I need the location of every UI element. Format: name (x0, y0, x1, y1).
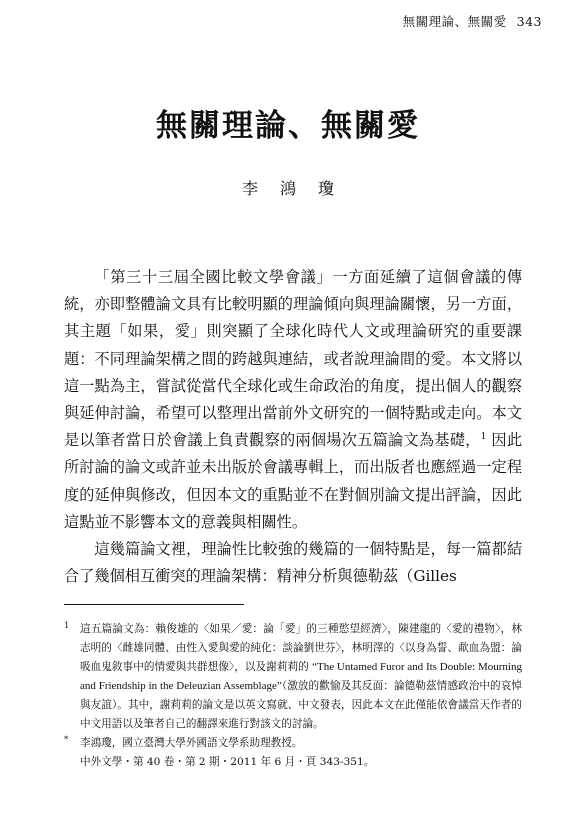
article-title: 無關理論、無關愛 (156, 108, 420, 144)
footnote-1-mark: 1 (64, 621, 70, 631)
citation-note (64, 753, 522, 772)
paragraph-1-text: 「第三十三屆全國比較文學會議」一方面延續了這個會議的傳統，亦即整體論文具有比較明顯的理論傾向與理論關懷，另一方面，其主題「如果，愛」則突顯了全球化時代人文或理論研究的重要課題：不同理論架構之間的跨越與連結，或者說理論間的愛。本文將以這一點為主，嘗試從當代全球化或生命政治的角度，提出個人的觀察與延伸討論，希望可以整理出當前外文研究的一個特點或走向。本文是以筆者當日於會議上負責觀察的兩個場次五篇論文為基礎， (64, 268, 522, 450)
footnotes (64, 620, 522, 772)
author-note-mark: * (64, 735, 69, 745)
footnote-1-english-title: “The Untamed Furor and Its Double: Mourning and Friendship in the Deleuzian Assemblage” (80, 661, 522, 692)
citation-text: 中外文學・第 40 卷・第 2 期・2011 年 6 月・頁 343-351。 (80, 756, 375, 768)
paragraph-1-text-continued: 因此所討論的論文或許並未出版於會議專輯上，而出版者也應經過一定程度的延伸與修改，但因本文的重點並不在對個別論文提出評論，因此這點並不影響本文的意義與相關性。 (64, 431, 523, 531)
paragraph-1 (64, 264, 522, 536)
page-number: 343 (516, 14, 542, 29)
running-header (403, 12, 542, 30)
footnote-1 (64, 620, 522, 734)
paragraph-2: 這幾篇論文裡，理論性比較強的幾篇的一個特點是，每一篇都結合了幾個相互衝突的理論架構：精神分析與德勒茲（Gilles (64, 540, 522, 586)
author-note-text: 李鴻瓊，國立臺灣大學外國語文學系助理教授。 (80, 737, 303, 749)
author-name: 李鴻瓊 (241, 179, 356, 198)
author-note (64, 734, 522, 753)
footnote-1-text: 這五篇論文為：賴俊雄的〈如果／愛：論「愛」的三種慾望經濟〉，陳建龍的〈愛的禮物〉，林志明的〈雌雄同體、由性入愛與愛的純化：談論劉世芬〉，林明澤的〈以身為誓、歃血為盟：論吸血鬼敘事中的情愛與共群想像〉，以及謝莉莉的 (80, 623, 522, 673)
footnote-divider (64, 604, 244, 605)
running-title: 無關理論、無關愛 (402, 14, 507, 29)
footnote-ref-1: 1 (480, 432, 487, 443)
footnote-1-text-continued: （激放的歡愉及其反面：論德勒茲情感政治中的哀悼與友誼）。其中，謝莉莉的論文是以英文寫就、中文發表，因此本文在此僅能依會議當天作者的中文用語以及筆者自己的翻譯來進行對該文的討論。 (80, 680, 523, 730)
article-body (64, 264, 522, 590)
